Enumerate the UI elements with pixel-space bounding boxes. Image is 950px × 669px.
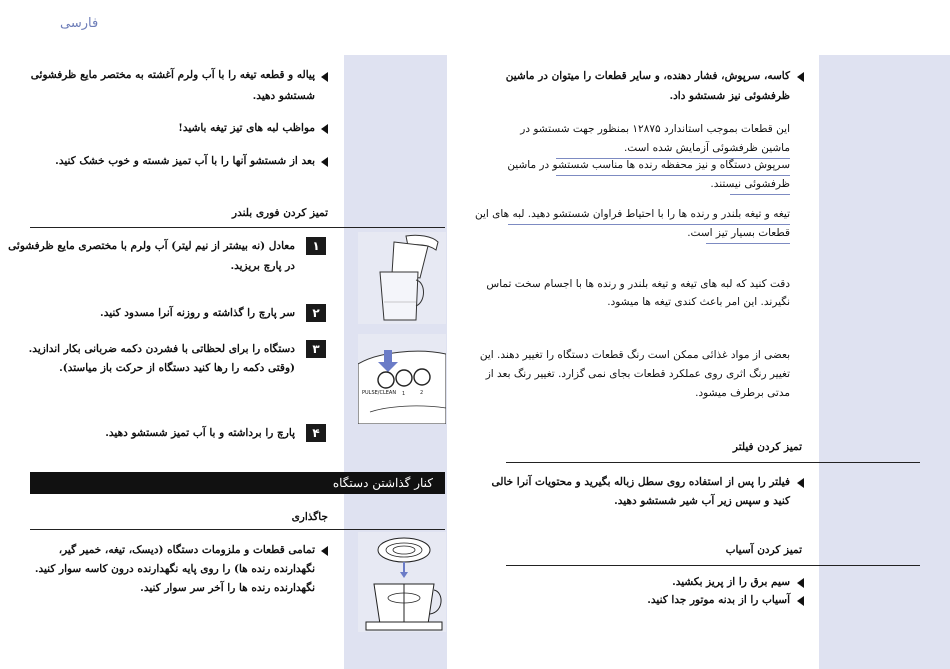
storage-bullet-line1: تمامی قطعات و ملزومات دستگاه (دیسک، تیغه، خمیر گیر، bbox=[58, 544, 315, 556]
bullet-wash-bowl-line2: شستشو دهید. bbox=[252, 90, 315, 102]
discolor-para-line2: تغییر رنگ اثری روی عملکرد قطعات بجای نمی گزارد. تغییر رنگ بعد از bbox=[485, 368, 790, 380]
dishwasher-bullet-line1: کاسه، سرپوش، فشار دهنده، و سایر قطعات را میتوان در ماشین bbox=[505, 70, 790, 82]
standard-para-line2: ماشین ظرفشوئی آزمایش شده است. bbox=[623, 142, 790, 154]
bullet-icon bbox=[797, 596, 804, 606]
filter-rule bbox=[506, 462, 920, 463]
dishwasher-bullet-line2: ظرفشوئی نیز شستشو داد. bbox=[669, 90, 790, 102]
step-2-text: سر پارچ را گذاشته و روزنه آنرا مسدود کنید. bbox=[100, 307, 295, 319]
contact-para-line1: دقت کنید که لبه های تیغه و تیغه بلندر و رنده ها با اجسام سخت تماس bbox=[486, 278, 790, 290]
discolor-para-line3: مدتی برطرف میشود. bbox=[695, 387, 790, 399]
quick-clean-heading: تمیز کردن فوری بلندر bbox=[232, 207, 328, 219]
pulse-button-label: PULSE/CLEAN bbox=[362, 390, 397, 396]
filter-bullet-line2: کنید و سپس زیر آب شیر شستشو دهید. bbox=[614, 495, 790, 507]
standard-para-line1: این قطعات بموجب استاندارد ۱۲۸۷۵ بمنظور جهت شستشو در bbox=[520, 123, 790, 135]
bullet-sharp-edges: مواظب لبه های تیز تیغه باشید! bbox=[178, 122, 315, 134]
mill-bullet-unplug: سیم برق را از پریز بکشید. bbox=[672, 576, 790, 588]
filter-bullet-line1: فیلتر را پس از استفاده روی سطل زباله بگیرید و محتویات آنرا خالی bbox=[491, 476, 790, 488]
svg-text:2: 2 bbox=[420, 390, 424, 396]
step-1-line1: معادل (نه بیشتر از نیم لیتر) آب ولرم با مختصری مایع ظرفشوئی bbox=[8, 240, 295, 252]
bullet-icon bbox=[321, 157, 328, 167]
blade-para-line1: تیغه و تیغه بلندر و رنده ها را با احتیاط فراوان شستشو دهید. لبه های این bbox=[475, 208, 790, 220]
blender-jug-illustration bbox=[358, 232, 446, 324]
storage-section-bar: کنار گذاشتن دستگاه bbox=[30, 472, 445, 494]
pulse-button-illustration bbox=[358, 334, 446, 424]
step-4-text: پارچ را برداشته و با آب تمیز شستشو دهید. bbox=[105, 427, 295, 439]
quick-clean-rule bbox=[30, 227, 445, 228]
bullet-wash-bowl-line1: پیاله و قطعه تیغه را با آب ولرم آغشته به مختصر مایع ظرفشوئی bbox=[30, 69, 315, 81]
bullet-icon bbox=[321, 124, 328, 134]
storage-bowl-illustration bbox=[358, 532, 446, 632]
language-label: فارسی bbox=[60, 16, 99, 31]
mill-rule bbox=[506, 565, 920, 566]
step-3-line1: دستگاه را برای لحظاتی با فشردن دکمه ضربانی بکار اندازید. bbox=[28, 343, 295, 355]
filter-heading: تمیز کردن فیلتر bbox=[732, 441, 802, 453]
svg-text:1: 1 bbox=[402, 391, 406, 397]
bullet-icon bbox=[797, 578, 804, 588]
note-underline bbox=[730, 194, 790, 195]
storage-bullet-line2: نگهدارنده رنده ها) را روی پایه نگهدارنده درون کاسه سوار کنید. bbox=[34, 563, 315, 575]
placement-heading: جاگذاری bbox=[291, 511, 328, 523]
placement-rule bbox=[30, 529, 445, 530]
bullet-icon bbox=[797, 72, 804, 82]
step-number-4: ۴ bbox=[306, 424, 326, 442]
bullet-rinse-dry: بعد از شستشو آنها را با آب تمیز شسته و خوب خشک کنید. bbox=[55, 155, 315, 167]
step-number-1: ۱ bbox=[306, 237, 326, 255]
discolor-para-line1: بعضی از مواد غذائی ممکن است رنگ قطعات دستگاه را تغییر دهند. این bbox=[479, 349, 790, 361]
bullet-icon bbox=[797, 478, 804, 488]
step-number-3: ۳ bbox=[306, 340, 326, 358]
mill-bullet-detach: آسیاب را از بدنه موتور جدا کنید. bbox=[647, 594, 790, 606]
note-underline bbox=[706, 243, 790, 244]
storage-bullet-line3: نگهدارنده رنده ها را آخر سر سوار کنید. bbox=[140, 582, 315, 594]
step-number-2: ۲ bbox=[306, 304, 326, 322]
mill-heading: تمیز کردن آسیاب bbox=[725, 544, 802, 556]
standard-para-line4: ظرفشوئی نیستند. bbox=[710, 178, 790, 190]
right-side-band bbox=[819, 55, 950, 669]
blade-para-line2: قطعات بسیار تیز است. bbox=[687, 227, 790, 239]
contact-para-line2: نگیرند. این امر باعث کندی تیغه ها میشود. bbox=[607, 296, 790, 308]
bullet-icon bbox=[321, 546, 328, 556]
step-1-line2: در پارچ بریزید. bbox=[230, 260, 295, 272]
bullet-icon bbox=[321, 72, 328, 82]
step-3-line2: (وقتی دکمه را رها کنید دستگاه از حرکت باز میاستد). bbox=[59, 362, 295, 374]
standard-para-line3: سرپوش دستگاه و نیز محفظه رنده ها مناسب شستشو در ماشین bbox=[507, 159, 790, 171]
